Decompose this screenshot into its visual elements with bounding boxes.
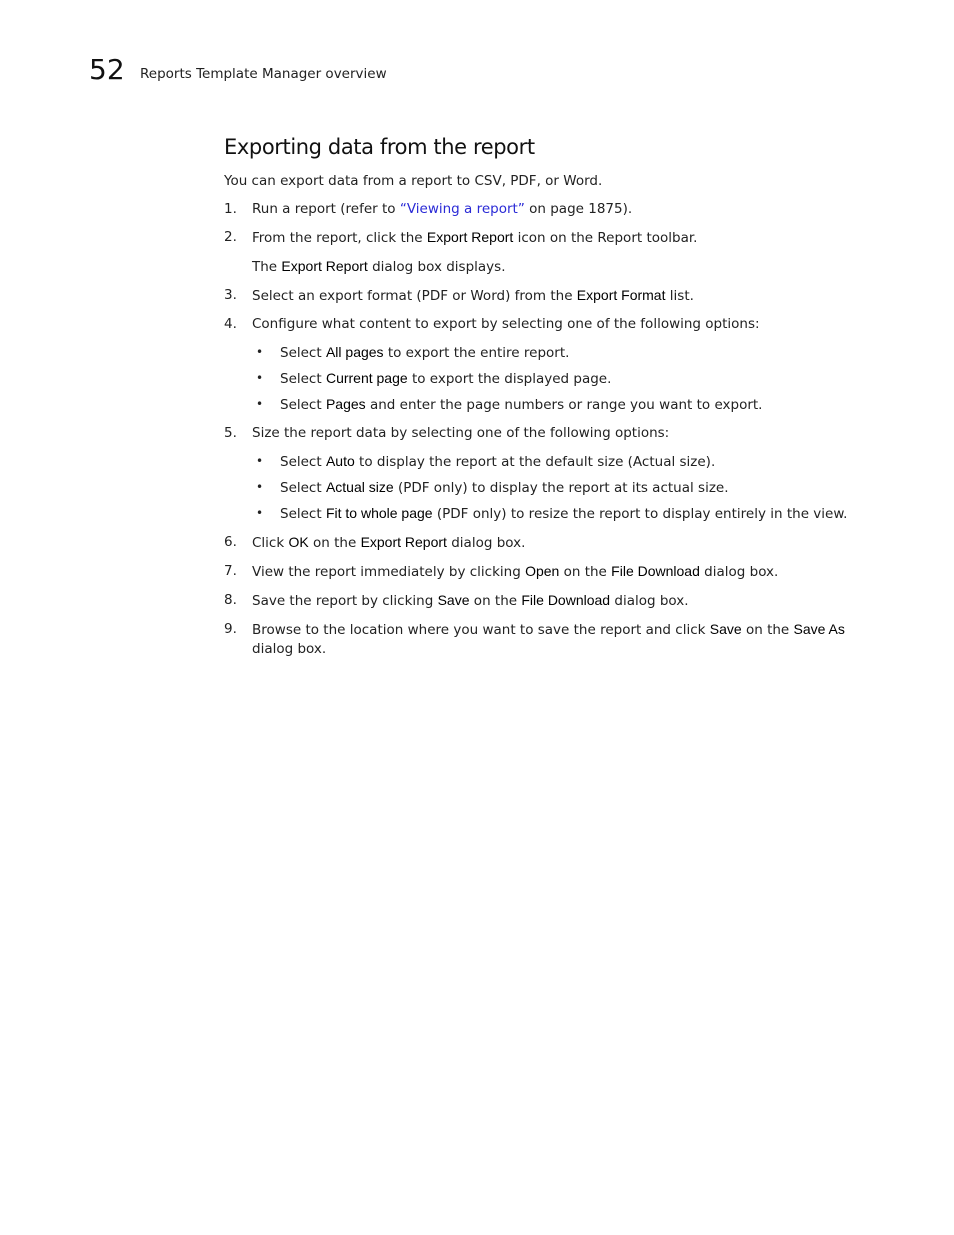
- section-title: Exporting data from the report: [224, 135, 535, 159]
- step-7: [224, 562, 874, 582]
- list-item: [256, 478, 874, 498]
- step-text: on the: [741, 622, 794, 638]
- step-number: 1.: [224, 201, 237, 217]
- step-number: 3.: [224, 287, 237, 303]
- ui-term: File Download: [611, 563, 700, 579]
- step-text: Save the report by clicking: [252, 593, 438, 609]
- ui-term: Pages: [325, 396, 366, 412]
- ui-term: Save As: [793, 621, 845, 637]
- step-text: Select: [280, 397, 326, 413]
- step-text: Configure what content to export by selecting one of the following options:: [252, 316, 760, 332]
- step-number: 8.: [224, 592, 237, 608]
- step-text: Select: [280, 480, 326, 496]
- step-6: [224, 533, 874, 553]
- step-2-result: [224, 257, 874, 277]
- ui-term: Current page: [325, 370, 408, 386]
- step-text: (PDF only) to display the report at its actual size.: [393, 480, 729, 496]
- ui-term: Actual size: [325, 479, 394, 495]
- step-text: dialog box.: [610, 593, 689, 609]
- step-text: on page 1875).: [524, 201, 633, 217]
- step-text: Select: [280, 345, 326, 361]
- step-number: 4.: [224, 316, 237, 332]
- section-body: [224, 172, 874, 668]
- list-item: [256, 395, 874, 415]
- bullet-icon: •: [256, 454, 264, 468]
- step-text: Size the report data by selecting one of the following options:: [252, 425, 670, 441]
- step-9: [224, 620, 874, 659]
- ui-term: Export Report: [360, 534, 447, 550]
- step-5-options: [224, 452, 874, 524]
- running-header-title: Reports Template Manager overview: [140, 66, 387, 82]
- intro-paragraph: You can export data from a report to CSV, PDF, or Word.: [224, 173, 603, 189]
- viewing-report-link[interactable]: “Viewing a report”: [399, 201, 525, 217]
- step-text: The: [252, 259, 282, 275]
- step-number: 5.: [224, 425, 237, 441]
- ui-term: Fit to whole page: [325, 505, 433, 521]
- list-item: [256, 369, 874, 389]
- step-text: dialog box displays.: [367, 259, 506, 275]
- ui-term: Open: [525, 563, 560, 579]
- step-text: Select: [280, 506, 326, 522]
- step-text: on the: [469, 593, 522, 609]
- step-text: list.: [665, 288, 694, 304]
- step-text: Click: [252, 535, 289, 551]
- step-text: View the report immediately by clicking: [252, 564, 526, 580]
- bullet-icon: •: [256, 480, 264, 494]
- step-text: Select an export format (PDF or Word) from the: [252, 288, 577, 304]
- step-number: 6.: [224, 534, 237, 550]
- step-text: dialog box.: [446, 535, 526, 551]
- step-text: dialog box.: [252, 641, 327, 657]
- ui-term: All pages: [325, 344, 384, 360]
- bullet-icon: •: [256, 371, 264, 385]
- step-number: 7.: [224, 563, 237, 579]
- ui-term: Export Report: [281, 258, 368, 274]
- step-1: [224, 200, 874, 219]
- step-text: to export the displayed page.: [407, 371, 612, 387]
- step-number: 9.: [224, 621, 237, 637]
- ui-term: Auto: [325, 453, 355, 469]
- list-item: [256, 504, 874, 524]
- list-item: [256, 343, 874, 363]
- step-text: dialog box.: [699, 564, 779, 580]
- step-text: on the: [559, 564, 612, 580]
- ui-term: Export Format: [576, 287, 666, 303]
- step-text: to export the entire report.: [383, 345, 570, 361]
- step-text: (PDF only) to resize the report to display entirely in the view.: [432, 506, 848, 522]
- step-text: to display the report at the default size (Actual size).: [354, 454, 716, 470]
- step-text: icon on the Report toolbar.: [513, 230, 698, 246]
- ui-term: Save: [437, 592, 470, 608]
- step-text: From the report, click the: [252, 230, 427, 246]
- step-3: [224, 286, 874, 306]
- bullet-icon: •: [256, 506, 264, 520]
- bullet-icon: •: [256, 345, 264, 359]
- ui-term: Save: [709, 621, 742, 637]
- step-text: on the: [308, 535, 361, 551]
- step-4-options: [224, 343, 874, 415]
- step-2: [224, 228, 874, 248]
- step-text: and enter the page numbers or range you want to export.: [365, 397, 763, 413]
- step-text: Select: [280, 454, 326, 470]
- ui-term: Export Report: [426, 229, 514, 245]
- step-4: [224, 315, 874, 334]
- step-8: [224, 591, 874, 611]
- step-5: [224, 424, 874, 443]
- list-item: [256, 452, 874, 472]
- ui-term: File Download: [521, 592, 611, 608]
- ui-term: OK: [288, 534, 309, 550]
- step-number: 2.: [224, 229, 237, 245]
- bullet-icon: •: [256, 397, 264, 411]
- step-text: Browse to the location where you want to save the report and click: [252, 622, 710, 638]
- step-text: Select: [280, 371, 326, 387]
- step-text: Run a report (refer to: [252, 201, 400, 217]
- chapter-number: 52: [89, 53, 125, 86]
